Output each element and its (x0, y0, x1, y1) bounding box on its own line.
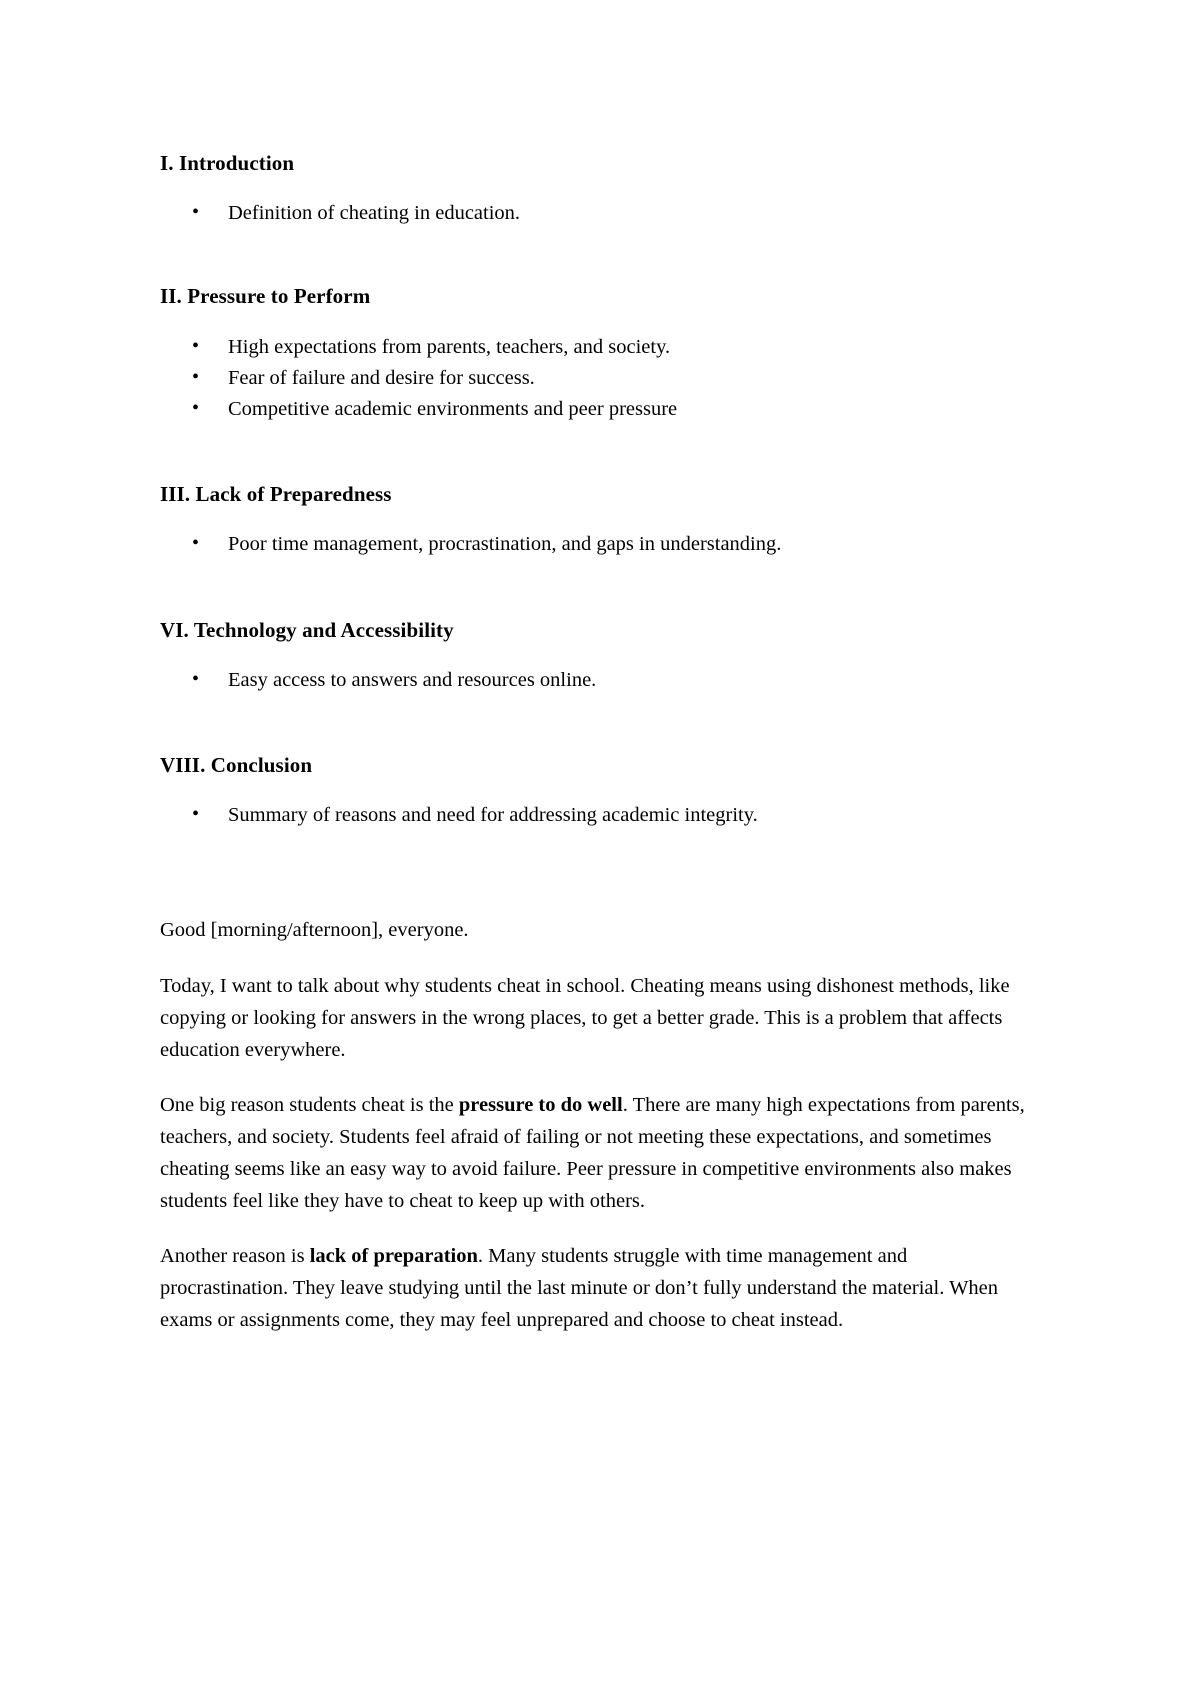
paragraph-3-text-start: Another reason is (160, 1245, 310, 1268)
section-heading: II. Pressure to Perform (160, 284, 371, 309)
speech-paragraph-1: Today, I want to talk about why students cheat in school. Cheating means using dishonest methods, like copying or looking for answers in the wrong places, to get a better grade. This is a problem that affects education everywhere. (160, 975, 1010, 1061)
outline-section-lack-of-preparedness (160, 481, 1040, 560)
section-bullet-list (160, 198, 1040, 229)
speech-body (160, 915, 1040, 1336)
section-bullet-list (160, 529, 1040, 560)
list-item: • Fear of failure and desire for success. (160, 363, 1040, 394)
paragraph-2-emphasis: pressure to do well (458, 1094, 623, 1117)
section-divider-space (160, 887, 1040, 905)
outline-section-pressure-to-perform (160, 283, 1040, 425)
section-bullet-list (160, 332, 1040, 425)
paragraph-2-text-start: One big reason students cheat is the (160, 1094, 459, 1117)
document-body (160, 150, 1040, 1337)
outline-section-conclusion (160, 752, 1040, 831)
list-item: • Easy access to answers and resources online. (160, 665, 1040, 696)
section-heading: I. Introduction (160, 151, 295, 175)
list-item: • High expectations from parents, teachers, and society. (160, 332, 1040, 363)
section-heading: VIII. Conclusion (160, 752, 313, 777)
list-item: • Summary of reasons and need for addressing academic integrity. (160, 800, 1040, 831)
outline-section-introduction (160, 150, 1040, 229)
list-item: • Definition of cheating in education. (160, 198, 1040, 229)
paragraph-3-emphasis: lack of preparation (309, 1245, 478, 1268)
section-bullet-list (160, 800, 1040, 831)
section-bullet-list (160, 665, 1040, 696)
paragraph-3-text-end: . Many students struggle with time management and procrastination. They leave studying until the last minute or don’t fully understand the material. When exams or assignments come, they may feel unprepared and choose to cheat instead. (160, 1245, 999, 1331)
outline-section-technology-and-accessibility (160, 617, 1040, 696)
list-item: • Poor time management, procrastination, and gaps in understanding. (160, 529, 1040, 560)
speech-paragraph-2 (160, 1090, 1040, 1217)
speech-paragraph-3 (160, 1241, 1040, 1336)
speech-greeting: Good [morning/afternoon], everyone. (160, 919, 469, 942)
paragraph-2-text-end: . There are many high expectations from parents, teachers, and society. Students feel afraid of failing or not meeting these expectations, and sometimes cheating seems like an easy way to avoid failure. Peer pressure in competitive environments also makes students feel like they have to cheat to keep up with others. (160, 1094, 1025, 1212)
section-heading: III. Lack of Preparedness (160, 482, 392, 507)
section-heading: VI. Technology and Accessibility (160, 617, 454, 642)
list-item: • Competitive academic environments and peer pressure (160, 394, 1040, 425)
